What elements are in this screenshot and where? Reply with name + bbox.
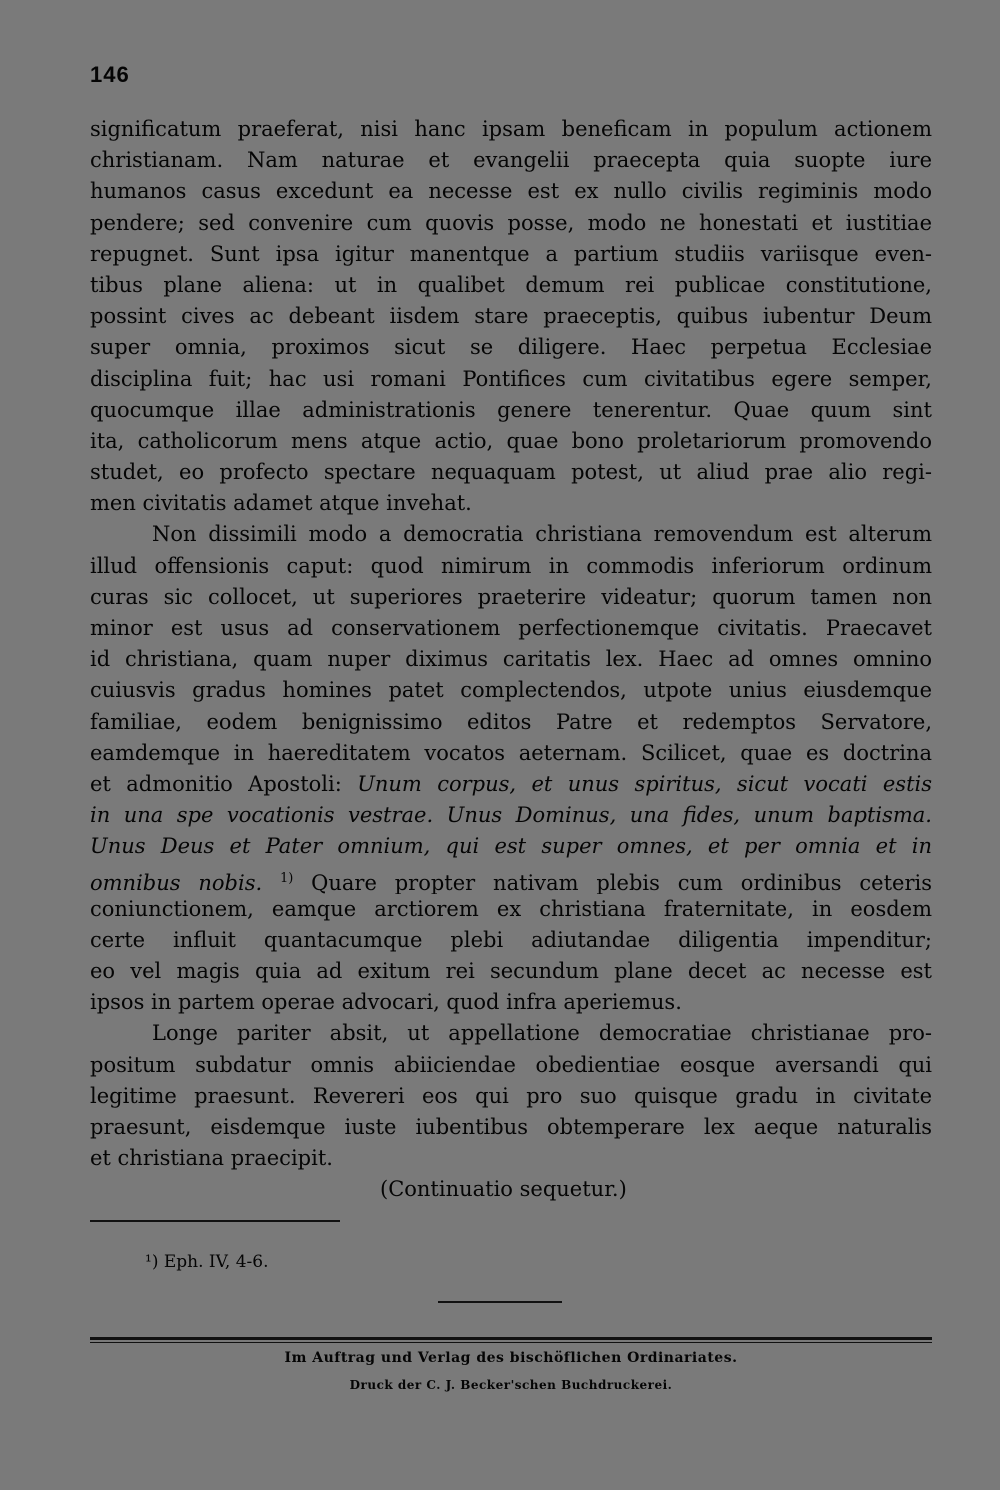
body-text xyxy=(90,114,932,1206)
footnote-marker: 1) xyxy=(280,870,294,886)
imprint-divider-thick xyxy=(90,1337,932,1340)
text-line: id christiana, quam nuper diximus caritatis lex. Haec ad omnes omnino xyxy=(90,647,932,672)
imprint-publisher: Im Auftrag und Verlag des bischöflichen Ordinariates. xyxy=(284,1350,738,1366)
text-line: quocumque illae administrationis genere tenerentur. Quae quum sint xyxy=(90,397,932,422)
text-line: super omnia, proximos sicut se diligere. Haec perpetua Ecclesiae xyxy=(90,335,932,360)
section-divider xyxy=(438,1301,562,1303)
text-segment: et admonitio Apostoli: xyxy=(90,771,358,796)
text-line: men civitatis adamet atque invehat. xyxy=(90,491,472,516)
italic-quote-end: omnibus nobis. xyxy=(90,870,263,894)
imprint-divider-thin xyxy=(90,1342,932,1343)
text-line: eamdemque in haereditatem vocatos aeternam. Scilicet, quae es doctrina xyxy=(90,740,932,765)
text-line: tibus plane aliena: ut in qualibet demum rei publicae constitutione, xyxy=(90,272,932,297)
text-line: studet, eo profecto spectare nequaquam potest, ut aliud prae alio regi- xyxy=(90,460,932,485)
text-line: humanos casus excedunt ea necesse est ex nullo civilis regiminis modo xyxy=(90,179,932,204)
text-line: ita, catholicorum mens atque actio, quae bono proletariorum promovendo xyxy=(90,428,932,453)
text-line: positum subdatur omnis abiiciendae obedientiae eosque aversandi qui xyxy=(90,1052,932,1077)
text-segment: Quare propter nativam plebis cum ordinibus ceteris xyxy=(293,870,932,894)
page-number: 146 xyxy=(90,62,130,87)
text-line: curas sic collocet, ut superiores praeterire videatur; quorum tamen non xyxy=(90,584,932,609)
footnote-divider xyxy=(90,1220,340,1222)
text-line: christianam. Nam naturae et evangelii praecepta quia suopte iure xyxy=(90,148,932,173)
footnote: ¹) Eph. IV, 4-6. xyxy=(145,1252,269,1272)
text-line: possint cives ac debeant iisdem stare praeceptis, quibus iubentur Deum xyxy=(90,304,932,329)
text-line: repugnet. Sunt ipsa igitur manentque a partium studiis variisque even- xyxy=(90,241,932,266)
text-line: certe influit quantacumque plebi adiutandae diligentia impenditur; xyxy=(90,927,932,952)
italic-quote-line: in una spe vocationis vestrae. Unus Dominus, una fides, unum baptisma. xyxy=(90,803,932,828)
italic-quote-line: Unus Deus et Pater omnium, qui est super omnes, et per omnia et in xyxy=(90,834,932,859)
text-line: Longe pariter absit, ut appellatione democratiae christianae pro- xyxy=(152,1021,932,1046)
text-line: significatum praeferat, nisi hanc ipsam beneficam in populum actionem xyxy=(90,117,932,141)
text-line: minor est usus ad conservationem perfectionemque civitatis. Praecavet xyxy=(90,616,932,640)
text-line: praesunt, eisdemque iuste iubentibus obtemperare lex aeque naturalis xyxy=(90,1115,932,1139)
text-line-with-footnote xyxy=(90,863,932,894)
text-line: et christiana praecipit. xyxy=(90,1146,333,1171)
text-line: legitime praesunt. Revereri eos qui pro suo quisque gradu in civitate xyxy=(90,1083,932,1108)
text-line: pendere; sed convenire cum quovis posse, modo ne honestati et iustitiae xyxy=(90,210,932,235)
text-line: familiae, eodem benignissimo editos Patre et redemptos Servatore, xyxy=(90,709,932,734)
imprint-printer: Druck der C. J. Becker'schen Buchdruckerei. xyxy=(349,1378,673,1392)
text-line: coniunctionem, eamque arctiorem ex christiana fraternitate, in eosdem xyxy=(90,896,932,921)
text-line: illud offensionis caput: quod nimirum in commodis inferiorum ordinum xyxy=(90,553,932,578)
text-line: ipsos in partem operae advocari, quod infra aperiemus. xyxy=(90,990,682,1015)
text-line: eo vel magis quia ad exitum rei secundum plane decet ac necesse est xyxy=(90,959,932,984)
text-line-with-quote xyxy=(90,769,932,800)
text-line: cuiusvis gradus homines patet complectendos, utpote unius eiusdemque xyxy=(90,678,932,703)
continuation-note: (Continuatio sequetur.) xyxy=(380,1177,627,1202)
text-line: disciplina fuit; hac usi romani Pontifices cum civitatibus egere semper, xyxy=(90,366,932,391)
italic-quote: Unum corpus, et unus spiritus, sicut vocati estis xyxy=(357,771,932,796)
text-line: Non dissimili modo a democratia christiana removendum est alterum xyxy=(152,522,932,547)
